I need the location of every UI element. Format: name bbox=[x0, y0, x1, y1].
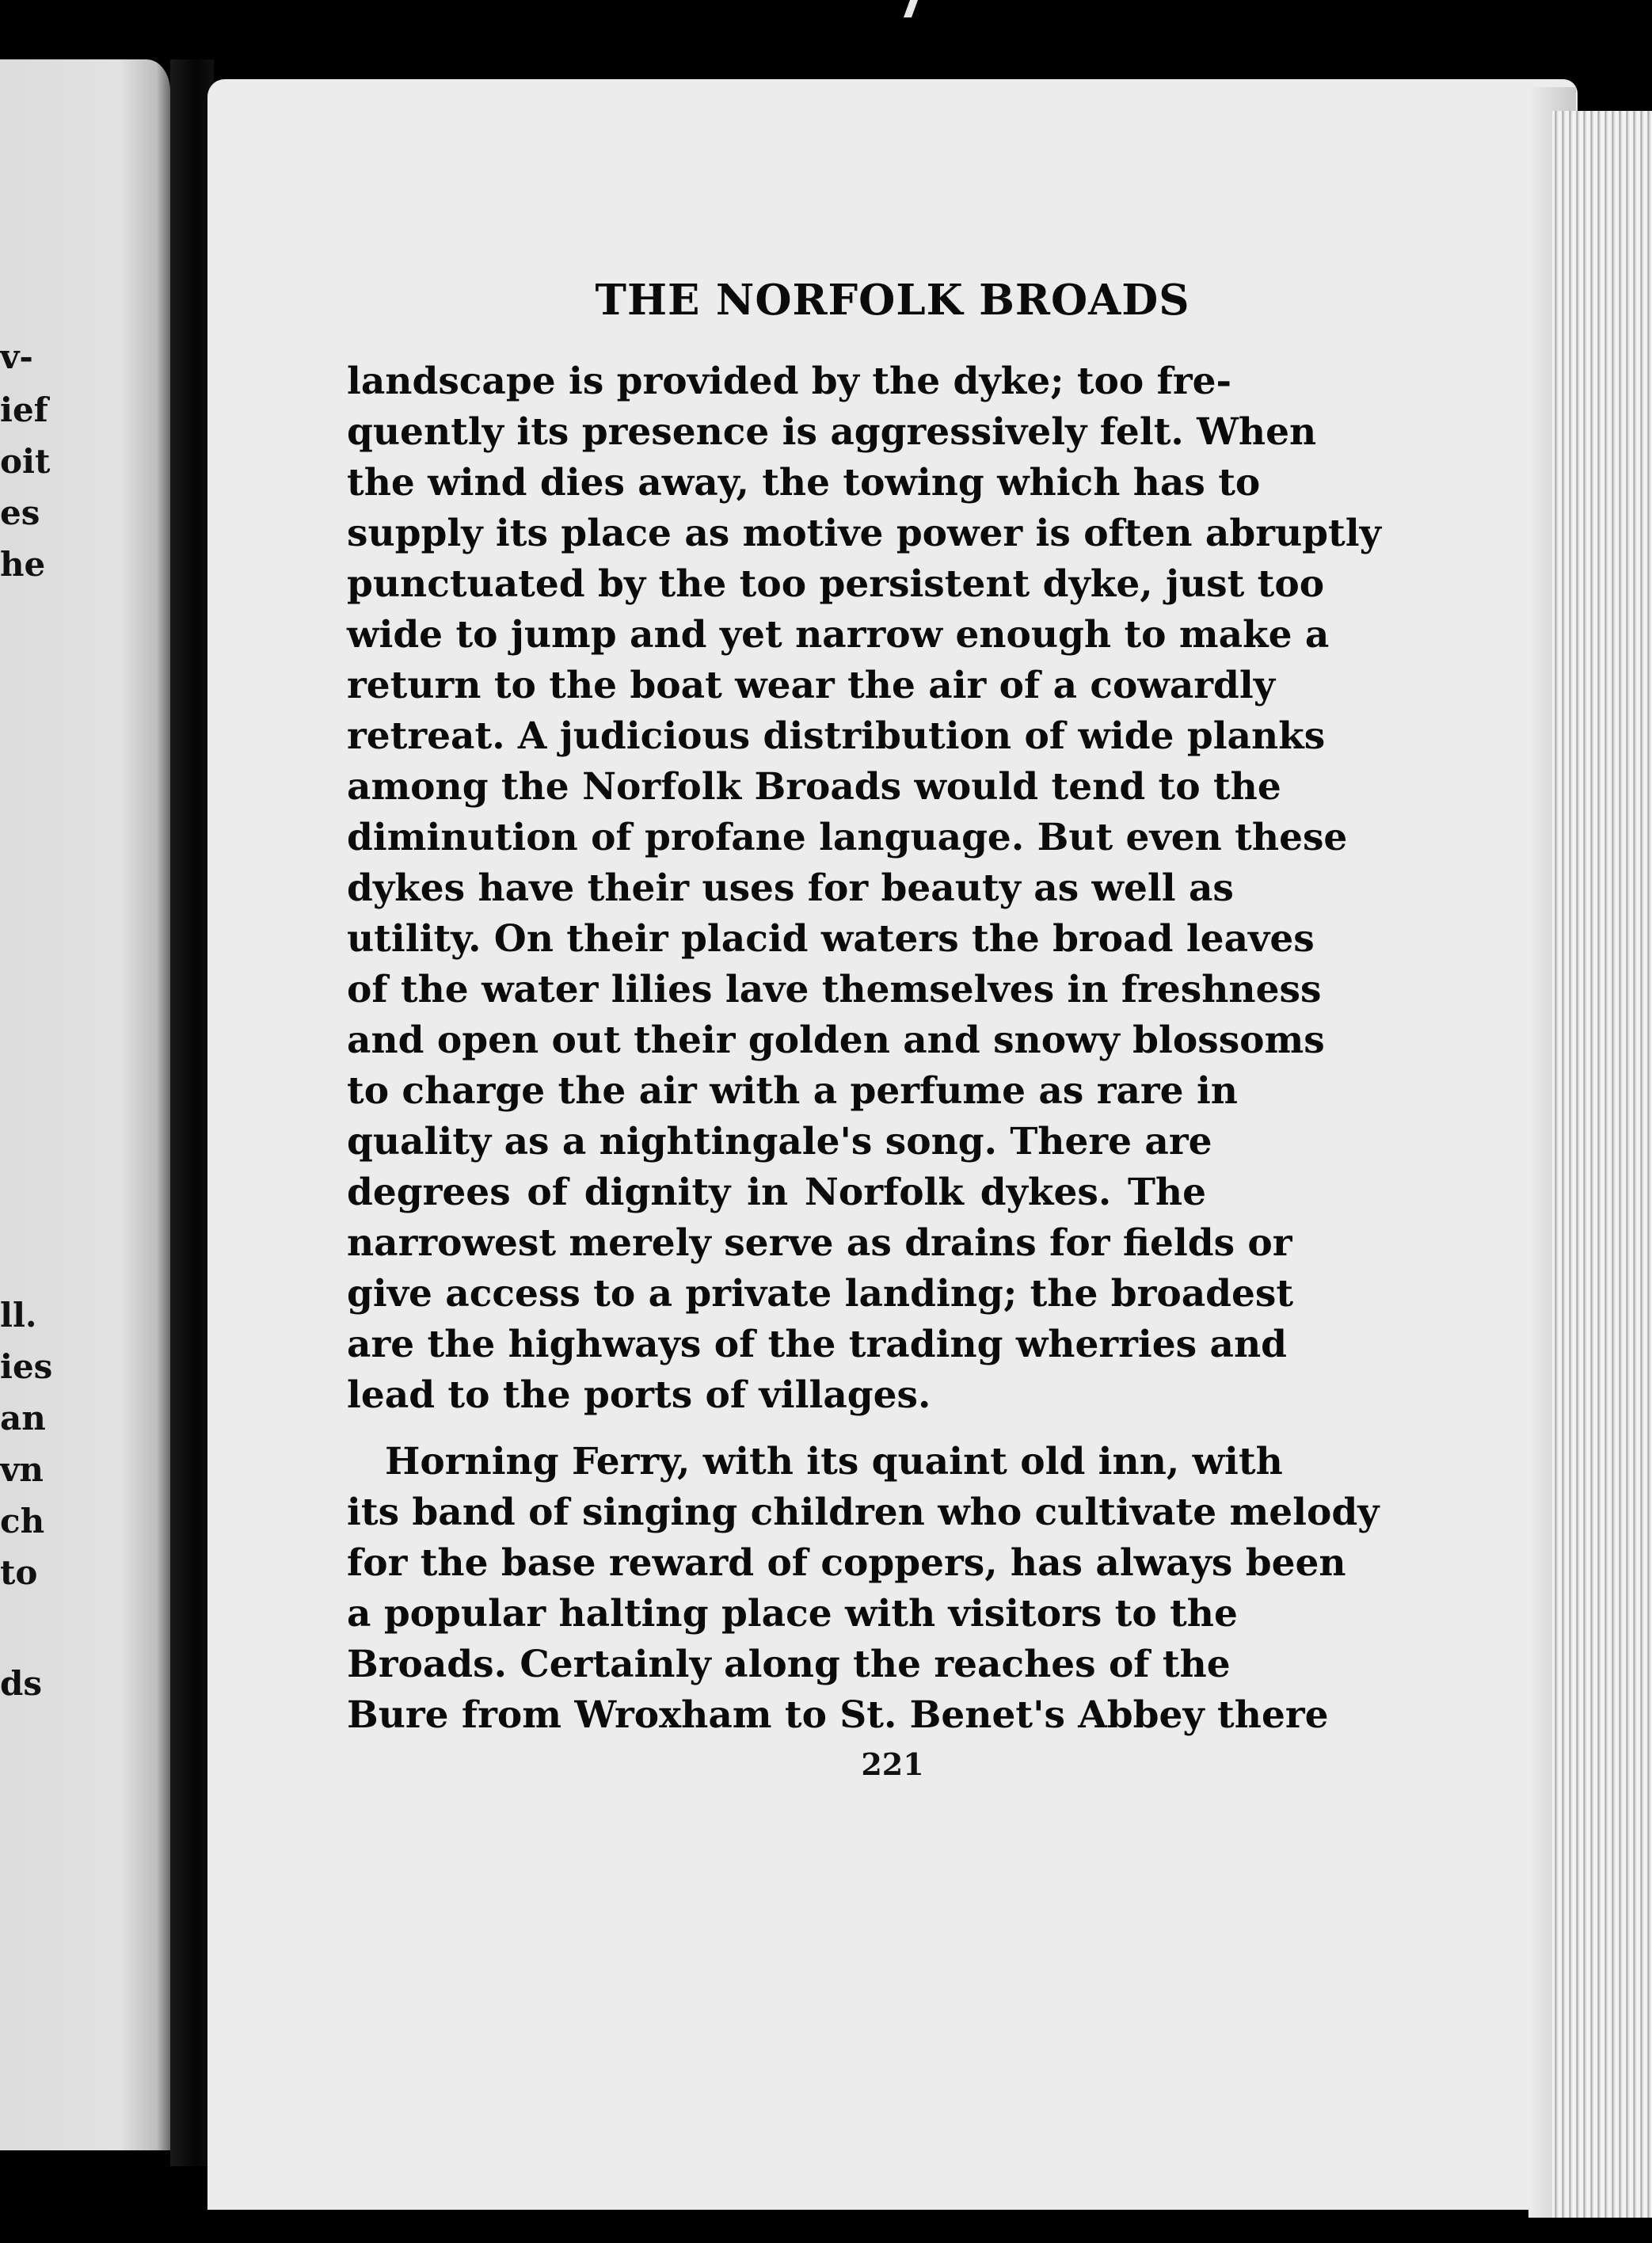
text-line: its band of singing children who cultivate melody bbox=[347, 1491, 1380, 1534]
text-line: and open out their golden and snowy blossoms bbox=[347, 1019, 1325, 1062]
text-line: quently its presence is aggressively felt. When bbox=[347, 410, 1317, 454]
left-page-fragment: ch bbox=[0, 1502, 45, 1540]
text-line: lead to the ports of villages. bbox=[347, 1373, 931, 1417]
text-line: Horning Ferry, with its quaint old inn, with bbox=[385, 1440, 1283, 1483]
left-page-fragment: vn bbox=[0, 1450, 44, 1489]
text-line: diminution of profane language. But even these bbox=[347, 816, 1348, 859]
page-edges bbox=[1552, 111, 1652, 2218]
running-head: THE NORFOLK BROADS bbox=[595, 276, 1190, 325]
text-line: utility. On their placid waters the broad leaves bbox=[347, 917, 1315, 961]
text-line: retreat. A judicious distribution of wide planks bbox=[347, 714, 1326, 758]
text-line: wide to jump and yet narrow enough to make a bbox=[347, 613, 1330, 657]
left-page-fragment: he bbox=[0, 545, 46, 584]
text-line: to charge the air with a perfume as rare in bbox=[347, 1069, 1238, 1113]
text-line: punctuated by the too persistent dyke, just too bbox=[347, 562, 1325, 606]
text-line: for the base reward of coppers, has always been bbox=[347, 1541, 1346, 1585]
left-page-fragment: es bbox=[0, 493, 40, 532]
text-line: quality as a nightingale's song. There are bbox=[347, 1120, 1212, 1163]
text-line: among the Norfolk Broads would tend to the bbox=[347, 765, 1281, 809]
top-edge-mark bbox=[904, 0, 918, 17]
text-line: of the water lilies lave themselves in freshness bbox=[347, 968, 1322, 1011]
text-line: Broads. Certainly along the reaches of the bbox=[347, 1643, 1231, 1686]
text-line: are the highways of the trading wherries and bbox=[347, 1323, 1287, 1366]
left-page-fragment: v- bbox=[0, 337, 33, 376]
left-page-fragment: to bbox=[0, 1553, 38, 1592]
text-line: the wind dies away, the towing which has to bbox=[347, 461, 1261, 505]
text-line: supply its place as motive power is often abruptly bbox=[347, 512, 1381, 555]
left-page-fragment: an bbox=[0, 1399, 46, 1438]
text-line: give access to a private landing; the broadest bbox=[347, 1272, 1294, 1316]
text-line: narrowest merely serve as drains for fields or bbox=[347, 1221, 1292, 1265]
text-line: landscape is provided by the dyke; too fre- bbox=[347, 360, 1232, 403]
left-page-fragment: ies bbox=[0, 1347, 53, 1386]
text-line: dykes have their uses for beauty as well as bbox=[347, 866, 1234, 910]
left-facing-page bbox=[0, 59, 170, 2150]
text-line: a popular halting place with visitors to the bbox=[347, 1592, 1238, 1636]
left-page-fragment: ll. bbox=[0, 1296, 37, 1335]
page-number: 221 bbox=[861, 1746, 924, 1782]
left-page-fragment: ds bbox=[0, 1664, 43, 1703]
text-line: degrees of dignity in Norfolk dykes. The bbox=[347, 1171, 1206, 1214]
left-page-fragment: oit bbox=[0, 442, 51, 481]
text-line: Bure from Wroxham to St. Benet's Abbey there bbox=[347, 1693, 1329, 1737]
left-page-fragment: ief bbox=[0, 390, 48, 429]
text-line: return to the boat wear the air of a cowardly bbox=[347, 664, 1276, 707]
